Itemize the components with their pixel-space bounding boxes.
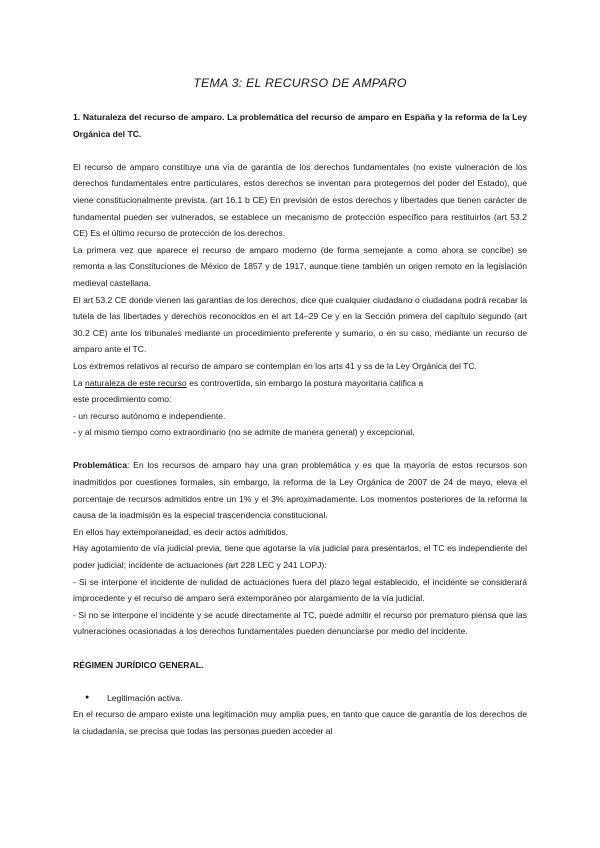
paragraph-nature — [73, 375, 527, 392]
bullet-dot-icon: ● — [85, 693, 90, 701]
nature-post-text: es controvertida, sin embargo la postura mayoritaria califica a — [186, 377, 424, 388]
paragraph-art-53-2: El art 53.2 CE donde vienen las garantías de los derechos, dice que cualquier ciudadano o ciudadana podrá recabar la tutela de las libertades y derechos reconocidos en el art 14–29 Ce y en la Sección primera del capítulo segundo (art 30.2 CE) ante los tribunales mediante un procedimiento preferente y sumario, o en su caso, mediante un recurso de amparo ante el TC. — [73, 294, 527, 355]
paragraph-lotc: Los extremos relativos al recurso de amparo se contemplan en los arts 41 y ss de la Ley Orgánica del TC. — [73, 360, 477, 371]
spacer — [73, 441, 527, 458]
paragraph-incident-late: - Si se interpone el incidente de nulidad de actuaciones fuera del plazo legal establecido, el incidente se considerará improcedente y el recurso de amparo será extemporáneo por alargamiento de la vía judicial. — [73, 576, 527, 604]
paragraph-origin: La primera vez que aparece el recurso de amparo moderno (de forma semejante a como ahora se concibe) se remonta a las Constituciones de México de 1857 y de 1917, aunque tiene también un origen remoto en la legislación medieval castellana. — [73, 244, 527, 288]
paragraph-incident-missing: - Si no se interpone el incidente y se acude directamente al TC, puede admitir el recurso por prematuro piensa que las vulneraciones ocasionadas a los derechos fundamentales pueden denunciarse por medio del incidente. — [73, 609, 527, 637]
section-2-heading: RÉGIMEN JURÍDICO GENERAL. — [73, 659, 204, 670]
paragraph-extemporaneity: En ellos hay extemporaneidad, es decir actos admitidos. — [73, 526, 288, 537]
spacer — [73, 640, 527, 657]
document-title: TEMA 3: EL RECURSO DE AMPARO — [193, 76, 407, 90]
document-body — [73, 109, 527, 740]
list-item-autonomous: - un recurso autónomo e independiente. — [73, 410, 226, 421]
paragraph-definition: El recurso de amparo constituye una vía de garantía de los derechos fundamentales (no existe vulneración de los derechos fundamentales entre particulares, estos derechos se inventan para protegernos del poder del Estado), que viene constitucionalmente prevista. (art 16.1 b CE) En previsión de estos derechos y libertades que tienen carácter de fundamental pueden ser vulnerados, se establece un mecanismo de protección específico para restituirlos (art 53.2 CE) Es el último recurso de protección de los derechos. — [73, 161, 527, 239]
list-item-extraordinary: - y al mismo tiempo como extraordinario (no se admite de manera general) y excepcional. — [73, 427, 415, 438]
nature-pre-text: La — [73, 377, 85, 388]
bullet-item-legitimation — [73, 690, 527, 707]
spacer — [73, 673, 527, 690]
paragraph-problematic — [73, 457, 527, 523]
problematic-label: Problemática — [73, 460, 127, 471]
paragraph-judicial-exhaustion: Hay agotamiento de vía judicial previa, tiene que agotarse la vía judicial para presentarlos, el TC es independiente del poder judicial; incidente de actuaciones (art 228 LEC y 241 LOPJ): — [73, 543, 527, 571]
spacer — [73, 142, 527, 159]
bullet-item-text: Legitimación activa. — [107, 692, 183, 703]
nature-underlined-text: naturaleza de este recurso — [84, 377, 187, 388]
paragraph-legitimation: En el recurso de amparo existe una legitimación muy amplia pues, en tanto que cauce de garantía de los derechos de la ciudadanía, se precisa que todas las personas pueden acceder al — [73, 709, 527, 736]
section-1-heading: 1. Naturaleza del recurso de amparo. La problemática del recurso de amparo en España y la reforma de la Ley Orgánica del TC. — [73, 112, 527, 139]
paragraph-nature-line2: este procedimiento como: — [73, 394, 172, 405]
problematic-body: : En los recursos de amparo hay una gran problemática y es que la mayoría de estos recursos son inadmitidos por cuestiones formales, sin embargo, la reforma de la Ley Orgánica de 2007 de 24 de mayo, eleva el porcentaje de recursos admitidos entre un 1% y el 3% aproximadamente. Los momentos posteriores de la reforma la causa de la inadmisión es la especial trascendencia constitucional. — [73, 460, 527, 521]
